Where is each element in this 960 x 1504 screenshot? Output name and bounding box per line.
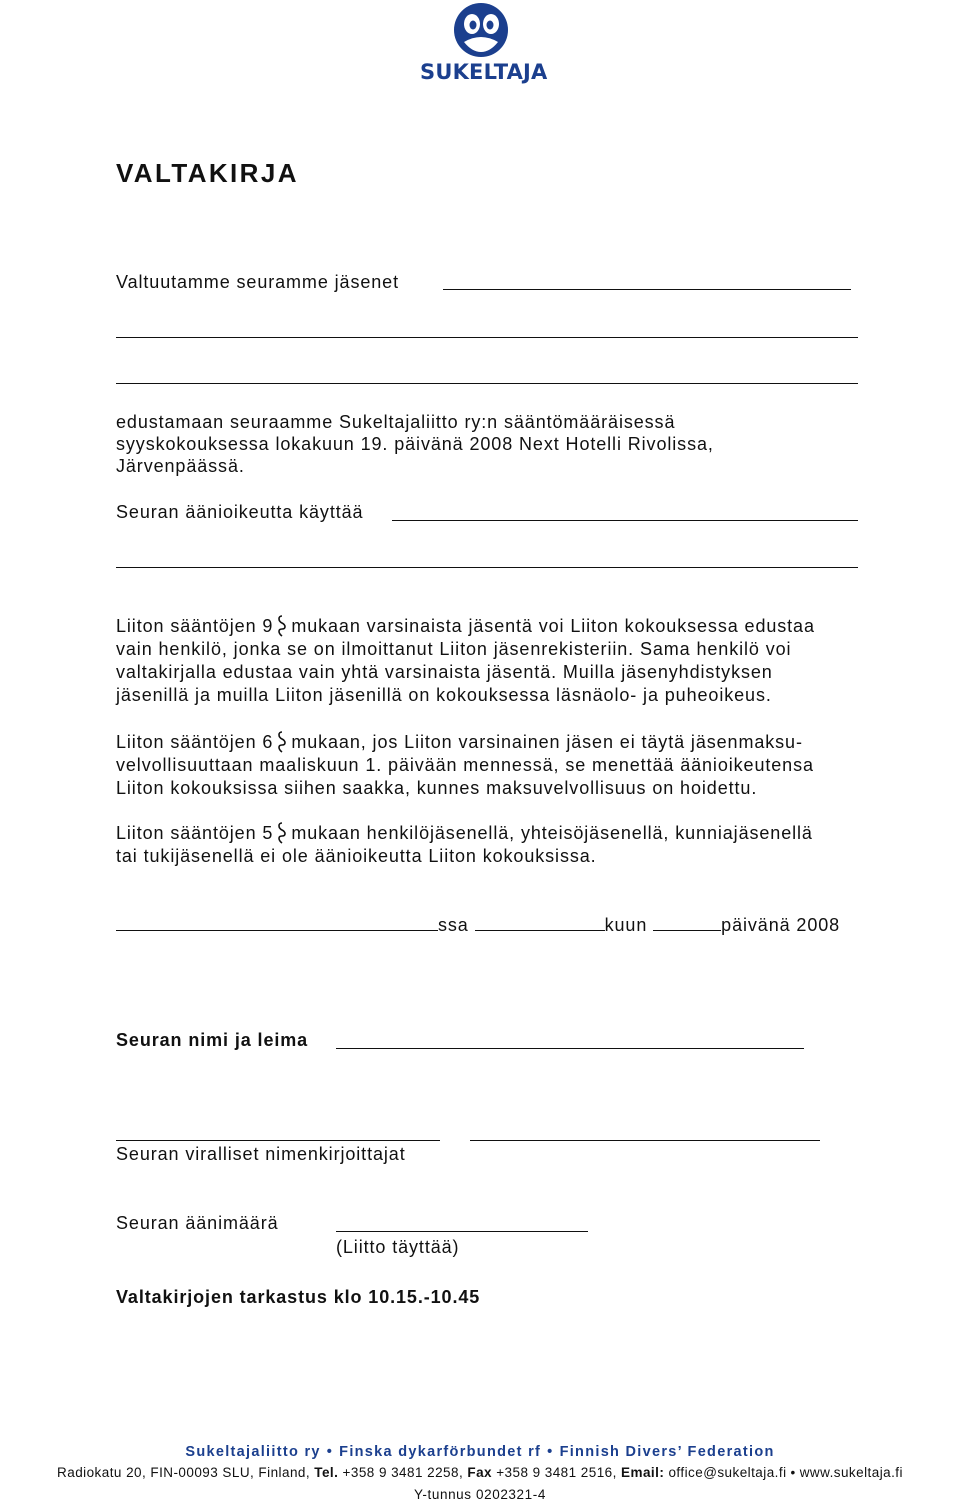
footer-address: Radiokatu 20, FIN-00093 SLU, Finland, (57, 1465, 315, 1480)
footer-email-label: Email: (621, 1465, 665, 1480)
voting-right-label: Seuran äänioikeutta käyttää (116, 502, 364, 522)
document-title: VALTAKIRJA (116, 158, 299, 188)
footer-contact (0, 1465, 960, 1480)
signature-field-1[interactable] (116, 1140, 440, 1141)
vote-count-label: Seuran äänimäärä (116, 1213, 279, 1233)
rule6-line-1-before: Liiton sääntöjen 6 (116, 732, 274, 752)
month-suffix: kuun (604, 915, 648, 935)
diver-mask-icon (450, 2, 512, 60)
footer-fax-value: +358 9 3481 2516, (492, 1465, 622, 1480)
voting-right-field-1[interactable] (392, 520, 858, 521)
rule5-line-1 (116, 822, 813, 845)
bullet-icon: • (326, 1444, 334, 1460)
members-label: Valtuutamme seuramme jäsenet (116, 272, 399, 292)
section-sign-icon (276, 615, 288, 637)
footer-business-id: Y-tunnus 0202321-4 (414, 1487, 546, 1502)
members-field-2[interactable] (116, 337, 858, 338)
rule6-line-3: Liiton kokouksissa siihen saakka, kunnes maksuvelvollisuus on hoidettu. (116, 778, 758, 798)
rule9-line-3: valtakirjalla edustaa vain yhtä varsinaista jäsentä. Muilla jäsenyhdistyksen (116, 662, 773, 682)
day-field[interactable] (653, 930, 721, 931)
rule9-line-1-before: Liiton sääntöjen 9 (116, 616, 274, 636)
representation-line-3: Järvenpäässä. (116, 456, 245, 476)
sukeltaja-logo (420, 2, 548, 88)
bullet-icon: • (547, 1444, 554, 1460)
rule9-line-2: vain henkilö, jonka se on ilmoittanut Liiton jäsenrekisteriin. Sama henkilö voi (116, 639, 792, 659)
signatories-label: Seuran viralliset nimenkirjoittajat (116, 1144, 406, 1164)
members-field-1[interactable] (443, 289, 851, 290)
members-field-3[interactable] (116, 383, 858, 384)
footer-org-3: Finnish Divers’ Federation (559, 1444, 775, 1460)
place-field[interactable] (116, 930, 438, 931)
footer-website[interactable]: www.sukeltaja.fi (799, 1465, 903, 1480)
place-suffix: ssa (438, 915, 469, 935)
section-sign-icon (276, 822, 288, 844)
footer-org-1: Sukeltajaliitto ry (185, 1444, 321, 1460)
footer-fax-label: Fax (467, 1465, 492, 1480)
club-name-field[interactable] (336, 1048, 804, 1049)
vote-count-field[interactable] (336, 1231, 588, 1232)
rule6-line-2: velvollisuuttaan maaliskuun 1. päivään mennessä, se menettää äänioikeutensa (116, 755, 814, 775)
logo-wordmark: SUKELTAJA (420, 60, 548, 84)
day-suffix: päivänä 2008 (721, 915, 841, 935)
rule9-line-1 (116, 615, 815, 638)
club-name-label: Seuran nimi ja leima (116, 1030, 309, 1050)
date-line (116, 914, 840, 937)
section-sign-icon (276, 731, 288, 753)
rule9-line-4: jäsenillä ja muilla Liiton jäsenillä on kokouksessa läsnäolo- ja puheoikeus. (116, 685, 772, 705)
footer-email-value[interactable]: office@sukeltaja.fi (664, 1465, 787, 1480)
rule9-line-1-after: mukaan varsinaista jäsentä voi Liiton kokouksessa edustaa (291, 616, 815, 636)
footer-tel-label: Tel. (314, 1465, 339, 1480)
footer-org-2: Finska dykarförbundet rf (339, 1444, 542, 1460)
bullet-icon: • (790, 1465, 796, 1480)
voting-right-field-2[interactable] (116, 567, 858, 568)
rule5-line-1-before: Liiton sääntöjen 5 (116, 823, 274, 843)
footer-organizations (0, 1444, 960, 1460)
representation-line-1: edustamaan seuraamme Sukeltajaliitto ry:n sääntömääräisessä (116, 412, 676, 432)
check-time: Valtakirjojen tarkastus klo 10.15.-10.45 (116, 1287, 481, 1307)
rule5-line-1-after: mukaan henkilöjäsenellä, yhteisöjäsenellä, kunniajäsenellä (291, 823, 813, 843)
footer-tel-value: +358 9 3481 2258, (338, 1465, 468, 1480)
rule5-line-2: tai tukijäsenellä ei ole äänioikeutta Liiton kokouksissa. (116, 846, 597, 866)
rule6-line-1 (116, 731, 803, 754)
rule6-line-1-after: mukaan, jos Liiton varsinainen jäsen ei täytä jäsenmaksu- (291, 732, 803, 752)
vote-count-note: (Liitto täyttää) (336, 1237, 460, 1257)
signature-field-2[interactable] (470, 1140, 820, 1141)
representation-line-2: syyskokouksessa lokakuun 19. päivänä 2008 Next Hotelli Rivolissa, (116, 434, 714, 454)
month-field[interactable] (475, 930, 605, 931)
